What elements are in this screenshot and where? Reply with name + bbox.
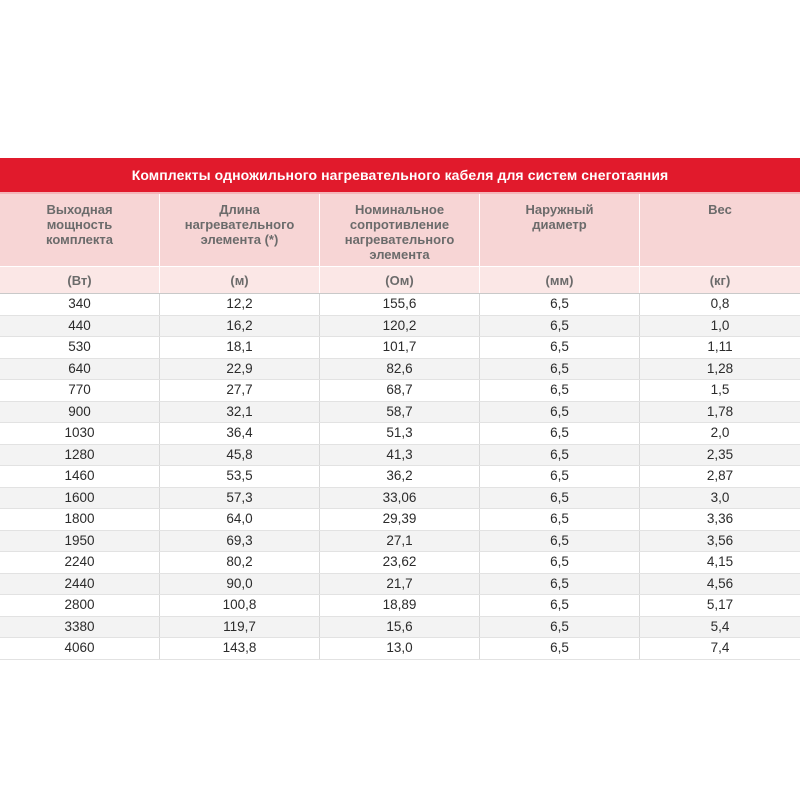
cell-resistance: 33,06 bbox=[320, 488, 480, 509]
cell-weight: 4,15 bbox=[706, 554, 734, 569]
cell-weight: 3,56 bbox=[706, 532, 734, 548]
unit-resistance: (Ом) bbox=[320, 267, 480, 293]
table-title: Комплекты одножильного нагревательного кабеля для систем снеготаяния bbox=[0, 158, 800, 194]
cell-power: 4060 bbox=[0, 638, 160, 659]
cell-power: 1460 bbox=[0, 466, 160, 487]
cell-resistance: 21,7 bbox=[320, 574, 480, 595]
cell-resistance: 41,3 bbox=[320, 445, 480, 466]
table-row bbox=[0, 574, 800, 596]
cell-weight: 1,11 bbox=[707, 339, 733, 354]
cell-length: 12,2 bbox=[160, 294, 320, 315]
cell-power: 1950 bbox=[0, 531, 160, 552]
cell-weight: 0,8 bbox=[710, 296, 730, 311]
cell-weight: 1,0 bbox=[710, 317, 730, 333]
cell-weight: 3,0 bbox=[710, 489, 730, 505]
table-row bbox=[0, 638, 800, 660]
table-row bbox=[0, 595, 800, 617]
cell-resistance: 13,0 bbox=[320, 638, 480, 659]
cell-diameter: 6,5 bbox=[480, 488, 640, 509]
cell-resistance: 68,7 bbox=[320, 380, 480, 401]
cell-length: 90,0 bbox=[160, 574, 320, 595]
cell-resistance: 27,1 bbox=[320, 531, 480, 552]
header-length: Длина нагревательного элемента (*) bbox=[160, 194, 320, 266]
cell-power: 1800 bbox=[0, 509, 160, 530]
cell-length: 27,7 bbox=[160, 380, 320, 401]
cell-resistance: 15,6 bbox=[320, 617, 480, 638]
cell-length: 16,2 bbox=[160, 316, 320, 337]
cell-length: 32,1 bbox=[160, 402, 320, 423]
cell-weight: 1,28 bbox=[706, 360, 734, 376]
table-row bbox=[0, 423, 800, 445]
unit-weight: (кг) bbox=[709, 272, 731, 288]
cell-power: 440 bbox=[0, 316, 160, 337]
cell-power: 770 bbox=[0, 380, 160, 401]
cell-length: 119,7 bbox=[160, 617, 320, 638]
cell-weight: 1,5 bbox=[710, 382, 730, 397]
cell-weight: 2,0 bbox=[710, 425, 730, 440]
table-body bbox=[0, 294, 800, 660]
cell-power: 2800 bbox=[0, 595, 160, 616]
cell-length: 45,8 bbox=[160, 445, 320, 466]
table-row bbox=[0, 552, 800, 574]
cell-length: 18,1 bbox=[160, 337, 320, 358]
cell-power: 340 bbox=[0, 294, 160, 315]
cell-power: 2440 bbox=[0, 574, 160, 595]
cell-diameter: 6,5 bbox=[480, 638, 640, 659]
cell-weight: 5,17 bbox=[706, 597, 734, 612]
spec-table bbox=[0, 158, 800, 660]
cell-weight: 4,56 bbox=[706, 575, 734, 591]
cell-weight: 7,4 bbox=[710, 640, 730, 655]
table-row bbox=[0, 316, 800, 338]
cell-diameter: 6,5 bbox=[480, 617, 640, 638]
cell-weight: 2,35 bbox=[706, 446, 734, 462]
cell-weight: 5,4 bbox=[710, 618, 730, 634]
cell-length: 22,9 bbox=[160, 359, 320, 380]
cell-diameter: 6,5 bbox=[480, 509, 640, 530]
cell-diameter: 6,5 bbox=[480, 595, 640, 616]
cell-diameter: 6,5 bbox=[480, 531, 640, 552]
cell-resistance: 29,39 bbox=[320, 509, 480, 530]
cell-length: 80,2 bbox=[160, 552, 320, 573]
cell-diameter: 6,5 bbox=[480, 574, 640, 595]
cell-power: 900 bbox=[0, 402, 160, 423]
table-row bbox=[0, 402, 800, 424]
cell-power: 2240 bbox=[0, 552, 160, 573]
cell-diameter: 6,5 bbox=[480, 552, 640, 573]
cell-power: 530 bbox=[0, 337, 160, 358]
table-row bbox=[0, 380, 800, 402]
cell-resistance: 23,62 bbox=[320, 552, 480, 573]
header-power: Выходная мощность комплекта bbox=[0, 194, 160, 266]
unit-row bbox=[0, 266, 800, 294]
cell-diameter: 6,5 bbox=[480, 294, 640, 315]
table-row bbox=[0, 445, 800, 467]
table-row bbox=[0, 359, 800, 381]
cell-length: 36,4 bbox=[160, 423, 320, 444]
cell-length: 69,3 bbox=[160, 531, 320, 552]
cell-power: 3380 bbox=[0, 617, 160, 638]
cell-weight: 2,87 bbox=[706, 468, 734, 483]
header-weight: Вес bbox=[708, 202, 732, 217]
cell-resistance: 18,89 bbox=[320, 595, 480, 616]
cell-weight: 1,78 bbox=[706, 403, 734, 419]
cell-length: 64,0 bbox=[160, 509, 320, 530]
cell-diameter: 6,5 bbox=[480, 359, 640, 380]
cell-weight: 3,36 bbox=[706, 511, 734, 526]
cell-resistance: 120,2 bbox=[320, 316, 480, 337]
cell-resistance: 155,6 bbox=[320, 294, 480, 315]
cell-power: 1030 bbox=[0, 423, 160, 444]
header-row bbox=[0, 194, 800, 266]
header-diameter: Наружный диаметр bbox=[480, 194, 640, 266]
cell-resistance: 58,7 bbox=[320, 402, 480, 423]
unit-power: (Вт) bbox=[0, 267, 160, 293]
header-resistance: Номинальное сопротивление нагревательного элемента bbox=[320, 194, 480, 266]
cell-diameter: 6,5 bbox=[480, 402, 640, 423]
cell-power: 1280 bbox=[0, 445, 160, 466]
table-row bbox=[0, 466, 800, 488]
cell-resistance: 51,3 bbox=[320, 423, 480, 444]
cell-resistance: 101,7 bbox=[320, 337, 480, 358]
cell-length: 53,5 bbox=[160, 466, 320, 487]
cell-diameter: 6,5 bbox=[480, 316, 640, 337]
table-row bbox=[0, 294, 800, 316]
cell-resistance: 36,2 bbox=[320, 466, 480, 487]
table-row bbox=[0, 337, 800, 359]
unit-diameter: (мм) bbox=[480, 267, 640, 293]
cell-power: 640 bbox=[0, 359, 160, 380]
unit-length: (м) bbox=[160, 267, 320, 293]
cell-length: 143,8 bbox=[160, 638, 320, 659]
cell-diameter: 6,5 bbox=[480, 380, 640, 401]
table-row bbox=[0, 531, 800, 553]
cell-resistance: 82,6 bbox=[320, 359, 480, 380]
cell-diameter: 6,5 bbox=[480, 466, 640, 487]
cell-diameter: 6,5 bbox=[480, 423, 640, 444]
cell-diameter: 6,5 bbox=[480, 445, 640, 466]
table-row bbox=[0, 509, 800, 531]
cell-length: 57,3 bbox=[160, 488, 320, 509]
table-row bbox=[0, 488, 800, 510]
cell-power: 1600 bbox=[0, 488, 160, 509]
cell-length: 100,8 bbox=[160, 595, 320, 616]
table-row bbox=[0, 617, 800, 639]
cell-diameter: 6,5 bbox=[480, 337, 640, 358]
